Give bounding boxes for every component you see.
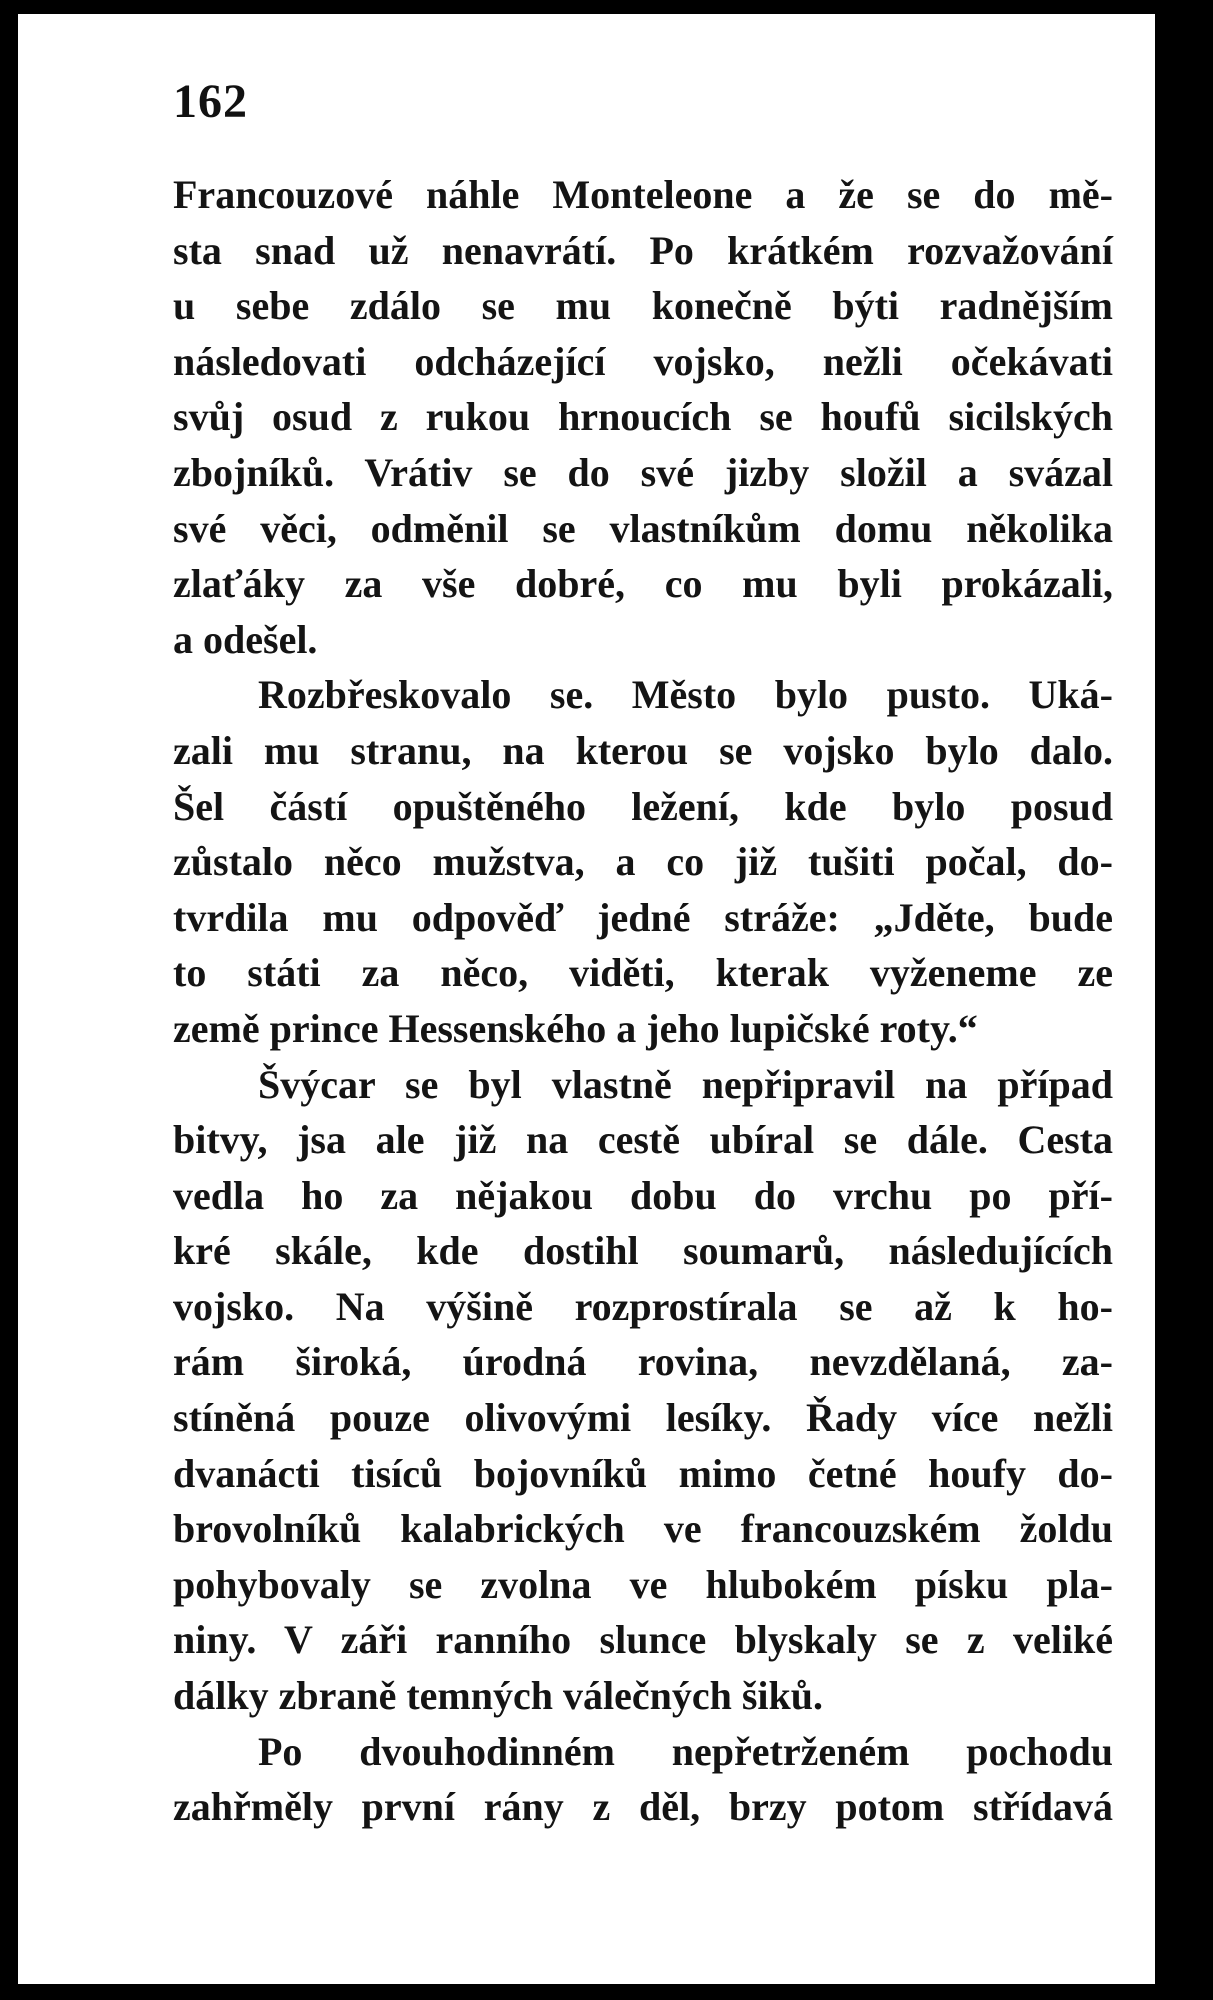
book-page <box>18 14 1155 1984</box>
scan-border <box>1165 0 1213 2000</box>
text-line: u sebe zdálo se mu konečně býti radnějším <box>173 283 1113 329</box>
text-line: niny. V záři ranního slunce blyskaly se z veliké <box>173 1617 1113 1663</box>
text-line: tvrdila mu odpověď jedné stráže: „Jděte, bude <box>173 894 1113 940</box>
text-line: stíněná pouze olivovými lesíky. Řady více nežli <box>173 1395 1113 1441</box>
text-line: sta snad už nenavrátí. Po krátkém rozvažování <box>173 227 1113 273</box>
text-line: zahřměly první rány z děl, brzy potom střídavá <box>173 1784 1113 1830</box>
text-line: své věci, odměnil se vlastníkům domu několika <box>173 505 1113 551</box>
body-text <box>173 167 1113 1835</box>
text-line: Šel částí opuštěného ležení, kde bylo posud <box>173 783 1113 829</box>
text-line: to státi za něco, viděti, kterak vyženeme ze <box>173 950 1113 996</box>
page-number: 162 <box>173 75 248 128</box>
text-line: následovati odcházející vojsko, nežli očekávati <box>173 338 1113 384</box>
text-line: bitvy, jsa ale již na cestě ubíral se dále. Cesta <box>173 1117 1113 1163</box>
text-line: Švýcar se byl vlastně nepřipravil na případ <box>258 1061 1113 1107</box>
text-line: zůstalo něco mužstva, a co již tušiti počal, do- <box>173 839 1113 885</box>
text-line: zlaťáky za vše dobré, co mu byli prokázali, <box>173 561 1113 607</box>
text-line: Rozbřeskovalo se. Město bylo pusto. Uká- <box>258 672 1113 718</box>
text-line: kré skále, kde dostihl soumarů, následujících <box>173 1228 1113 1274</box>
text-line: a odešel. <box>173 616 318 662</box>
text-line: dálky zbraně temných válečných šiků. <box>173 1673 824 1719</box>
text-line: svůj osud z rukou hrnoucích se houfů sicilských <box>173 394 1113 440</box>
text-line: zali mu stranu, na kterou se vojsko bylo dalo. <box>173 727 1113 773</box>
text-line: brovolníků kalabrických ve francouzském žoldu <box>173 1506 1113 1552</box>
text-line: země prince Hessenského a jeho lupičské roty.“ <box>173 1005 978 1051</box>
text-line: zbojníků. Vrátiv se do své jizby složil a svázal <box>173 449 1113 495</box>
text-line: vojsko. Na výšině rozprostírala se až k ho- <box>173 1283 1113 1329</box>
text-line: pohybovaly se zvolna ve hlubokém písku pla- <box>173 1561 1113 1607</box>
text-line: Po dvouhodinném nepřetrženém pochodu <box>258 1728 1113 1774</box>
text-line: rám široká, úrodná rovina, nevzdělaná, za- <box>173 1339 1113 1385</box>
text-line: Francouzové náhle Monteleone a že se do mě- <box>173 172 1113 217</box>
text-line: dvanácti tisíců bojovníků mimo četné houfy do- <box>173 1450 1113 1496</box>
text-line: vedla ho za nějakou dobu do vrchu po pří- <box>173 1172 1113 1218</box>
